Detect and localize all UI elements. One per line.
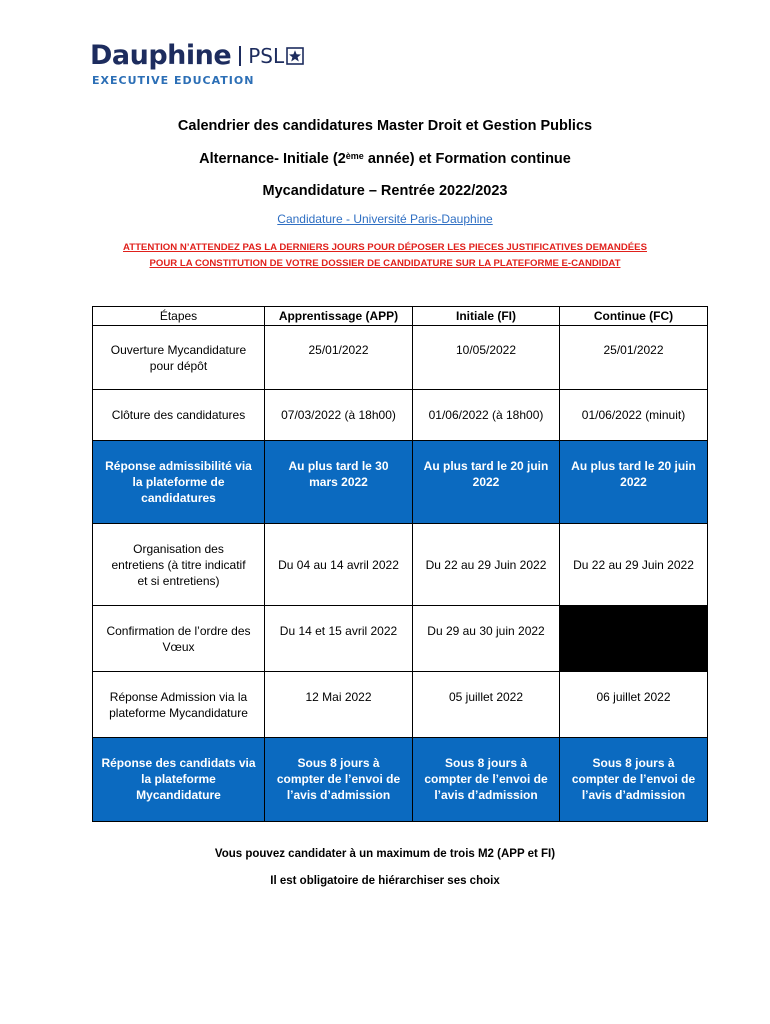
step-text-line: Réponse des candidats via [101, 756, 256, 770]
app-cell: 07/03/2022 (à 18h00) [265, 390, 413, 441]
step-text-line: entretiens (à titre indicatif [111, 557, 246, 572]
logo-subtitle: EXECUTIVE EDUCATION [92, 74, 255, 87]
cell-text-line: Au plus tard le 20 juin [423, 459, 549, 473]
step-text-line: Mycandidature [136, 788, 221, 802]
logo-separator [239, 46, 241, 66]
app-cell [265, 606, 413, 672]
table-row [93, 524, 708, 606]
warning-line-2: POUR LA CONSTITUTION DE VOTRE DOSSIER DE CANDIDATURE SUR LA PLATEFORME E-CANDIDAT [149, 258, 621, 269]
step-text-line: Confirmation de l’ordre des [106, 623, 251, 638]
cell-text: Du 29 au 30 juin 2022 [427, 623, 545, 638]
dauphine-logo [90, 40, 350, 90]
app-cell [265, 738, 413, 822]
psl-star-icon [286, 47, 304, 65]
header-apprentissage: Apprentissage (APP) [265, 307, 413, 326]
step-text-line: la plateforme de [132, 475, 225, 489]
cell-text: 12 Mai 2022 [305, 689, 372, 704]
title-line-2-end: année) et Formation continue [363, 151, 571, 167]
step-cell: Clôture des candidatures [93, 390, 265, 441]
table-row [93, 390, 708, 441]
step-text-line: la plateforme [141, 772, 216, 786]
fc-cell [560, 441, 708, 524]
title-line-2 [0, 149, 770, 169]
cell-text-line: Au plus tard le 20 juin [571, 459, 696, 473]
fi-cell [413, 441, 560, 524]
cell-text: 25/01/2022 [308, 342, 369, 357]
cell-text-line: Au plus tard le 30 [288, 459, 389, 473]
fc-cell-blacked-out [560, 606, 708, 672]
title-line-2-start: Alternance- Initiale (2 [199, 151, 346, 167]
cell-text-line: compter de l’envoi de [276, 772, 401, 786]
warning-line-1: ATTENTION N’ATTENDEZ PAS LA DERNIERS JOURS POUR DÉPOSER LES PIECES JUSTIFICATIVES DEMANDÉES [123, 242, 647, 253]
cell-text-line: 2022 [472, 475, 500, 489]
table-row [93, 672, 708, 738]
fc-cell: Du 22 au 29 Juin 2022 [560, 524, 708, 606]
step-text-line: plateforme Mycandidature [109, 705, 248, 720]
cell-text-line: l’avis d’admission [581, 788, 686, 802]
table-row [93, 326, 708, 390]
cell-text-line: Sous 8 jours à [297, 756, 380, 770]
step-text-line: candidatures [141, 491, 216, 505]
fc-cell: 01/06/2022 (minuit) [560, 390, 708, 441]
step-text-line: Organisation des [133, 541, 224, 556]
cell-text-line: compter de l’envoi de [424, 772, 548, 786]
fc-cell [560, 738, 708, 822]
app-cell [265, 441, 413, 524]
table-header-row [93, 307, 708, 326]
step-text-line: et si entretiens) [137, 573, 220, 588]
table-row-highlight [93, 441, 708, 524]
candidature-link-row [0, 211, 770, 227]
cell-text: Du 14 et 15 avril 2022 [279, 623, 398, 638]
fi-cell [413, 672, 560, 738]
table-row [93, 606, 708, 672]
step-text-line: Réponse Admission via la [109, 689, 248, 704]
title-line-1: Calendrier des candidatures Master Droit et Gestion Publics [177, 118, 593, 134]
header-etapes: Étapes [93, 307, 265, 326]
calendar-table [92, 306, 708, 822]
app-cell: Du 04 au 14 avril 2022 [265, 524, 413, 606]
note-ranking-required: Il est obligatoire de hiérarchiser ses choix [270, 875, 500, 887]
title-line-2-superscript: ème [345, 151, 364, 161]
note-max-choices: Vous pouvez candidater à un maximum de trois M2 (APP et FI) [214, 848, 556, 860]
fi-cell [413, 606, 560, 672]
step-cell [93, 738, 265, 822]
fc-cell [560, 326, 708, 390]
step-cell [93, 606, 265, 672]
fc-cell [560, 672, 708, 738]
cell-text-line: l’avis d’admission [286, 788, 391, 802]
step-cell [93, 524, 265, 606]
step-text-line: Réponse admissibilité via [105, 459, 252, 473]
header-continue: Continue (FC) [560, 307, 708, 326]
step-cell [93, 672, 265, 738]
logo-psl-text: PSL [248, 44, 285, 68]
cell-text-line: l’avis d’admission [434, 788, 538, 802]
cell-text: 10/05/2022 [455, 342, 517, 357]
fi-cell: Du 22 au 29 Juin 2022 [413, 524, 560, 606]
cell-text-line: mars 2022 [309, 475, 368, 489]
warning-notice [0, 240, 770, 272]
step-text-line: pour dépôt [149, 358, 208, 373]
step-cell [93, 441, 265, 524]
fi-cell: 01/06/2022 (à 18h00) [413, 390, 560, 441]
step-text-line: Vœux [162, 639, 195, 654]
cell-text: 05 juillet 2022 [448, 689, 524, 704]
table-row-highlight [93, 738, 708, 822]
app-cell [265, 672, 413, 738]
cell-text: 06 juillet 2022 [596, 689, 671, 704]
cell-text-line: 2022 [620, 475, 647, 489]
cell-text-line: Sous 8 jours à [592, 756, 675, 770]
app-cell [265, 326, 413, 390]
step-cell [93, 326, 265, 390]
header-initiale: Initiale (FI) [413, 307, 560, 326]
cell-text-line: Sous 8 jours à [444, 756, 528, 770]
cell-text: 25/01/2022 [603, 342, 664, 357]
logo-wordmark-row [90, 40, 350, 72]
logo-dauphine-text: Dauphine [90, 40, 232, 71]
title-line-3: Mycandidature – Rentrée 2022/2023 [262, 183, 508, 199]
cell-text-line: compter de l’envoi de [571, 772, 696, 786]
step-text-line: Ouverture Mycandidature [110, 342, 247, 357]
fi-cell [413, 326, 560, 390]
fi-cell [413, 738, 560, 822]
candidature-link[interactable]: Candidature - Université Paris-Dauphine [277, 212, 493, 226]
